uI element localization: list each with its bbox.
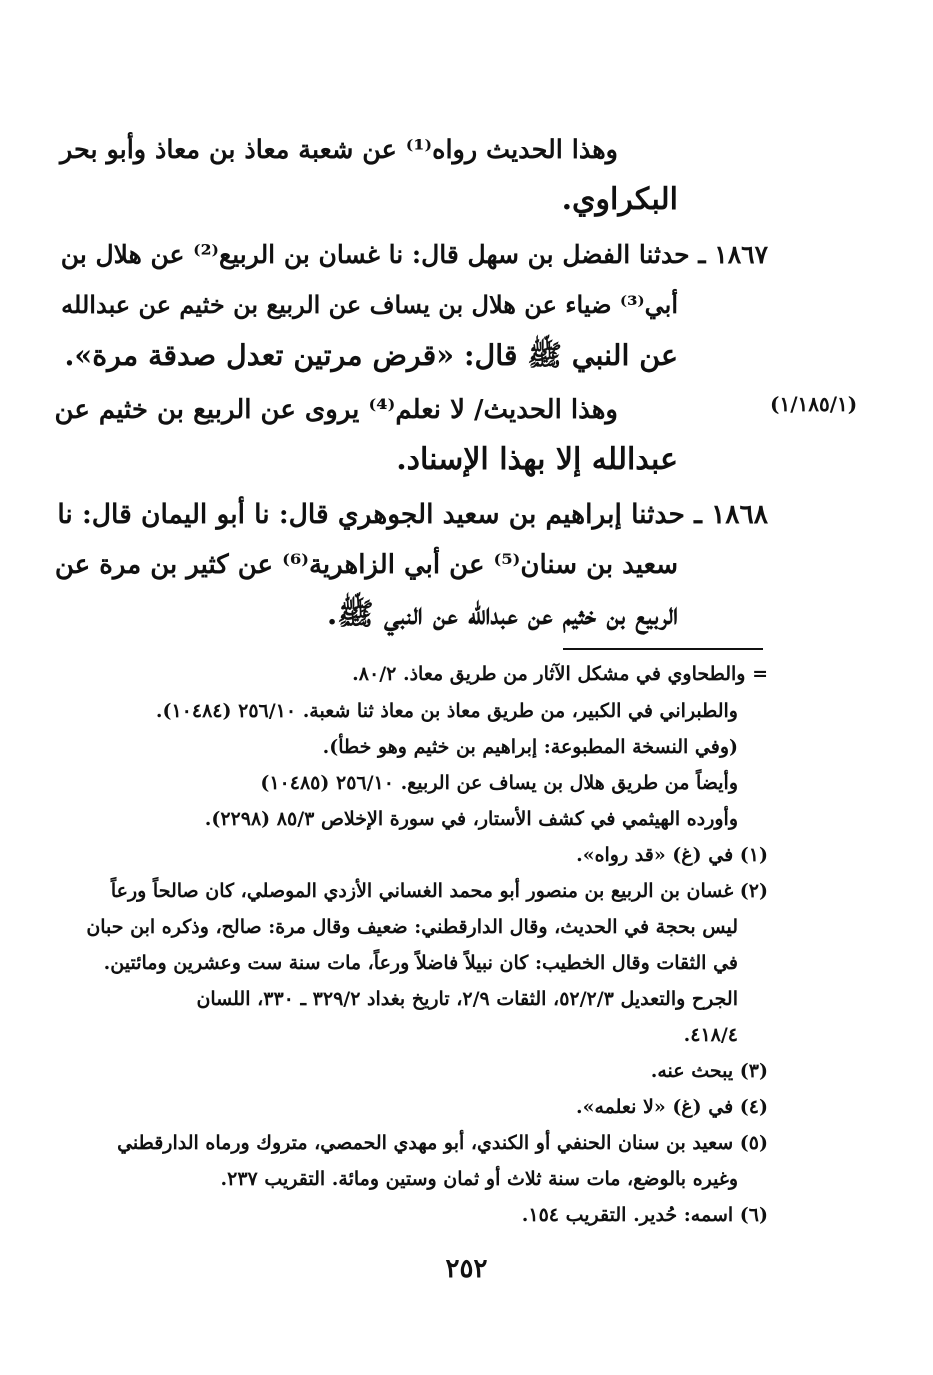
footnote-3: (٣) يبحث عنه. — [650, 1060, 768, 1082]
main-line: الربيع بن خثيم عن عبدالله عن النبي ﷺ. — [326, 597, 678, 632]
main-line: سعيد بن سنان⁽⁵⁾ عن أبي الزاهرية⁽⁶⁾ عن كثير بن مرة عن — [54, 550, 678, 580]
footnote-5: (٥) سعيد بن سنان الحنفي أو الكندي، أبو مهدي الحمصي، متروك ورماه الدارقطني — [117, 1132, 768, 1154]
footnote-line: ليس بحجة في الحديث، وقال الدارقطني: ضعيف وقال مرة: صالح، وذكره ابن حبان — [86, 916, 738, 938]
footnote-4: (٤) في (غ) «لا نعلمه». — [575, 1096, 768, 1118]
footnote-line: وأورده الهيثمي في كشف الأستار، في سورة الإخلاص ٨٥/٣ (٢٢٩٨). — [204, 808, 738, 830]
main-line: وهذا الحديث رواه⁽¹⁾ عن شعبة معاذ بن معاذ وأبو بحر — [59, 135, 618, 165]
footnote-line: في الثقات وقال الخطيب: كان نبيلاً فاضلاً ورعاً، مات سنة ست وعشرين ومائتين. — [103, 952, 738, 974]
margin-reference: (١/١٨٥/١) — [770, 392, 858, 416]
footnote-line: وأيضاً من طريق هلال بن يساف عن الربيع. ٢٥٦/١٠ (١٠٤٨٥) — [260, 772, 738, 794]
main-line: عبدالله إلا بهذا الإسناد. — [396, 442, 678, 477]
hadith-1868-start: ١٨٦٨ ـ حدثنا إبراهيم بن سعيد الجوهري قال: نا أبو اليمان قال: نا — [57, 499, 768, 530]
main-line: البكراوي. — [561, 182, 678, 217]
hadith-1867-start: ١٨٦٧ ـ حدثنا الفضل بن سهل قال: نا غسان بن الربيع⁽²⁾ عن هلال بن — [60, 240, 768, 269]
footnote-2: (٢) غسان بن الربيع بن منصور أبو محمد الغساني الأزدي الموصلي، كان صالحاً ورعاً — [110, 880, 768, 902]
page-number: ٢٥٢ — [445, 1254, 488, 1284]
footnote-6: (٦) اسمه: حُدير. التقريب ١٥٤. — [521, 1204, 768, 1226]
footnote-line: (وفي النسخة المطبوعة: إبراهيم بن خثيم وهو خطأ). — [322, 736, 738, 758]
footnote-line: والطبراني في الكبير، من طريق معاذ بن معاذ ثنا شعبة. ٢٥٦/١٠ (١٠٤٨٤). — [155, 700, 738, 722]
footnote-line: وغيره بالوضع، مات سنة ثلاث أو ثمان وستين ومائة. التقريب ٢٣٧. — [220, 1168, 738, 1190]
main-line: عن النبي ﷺ قال: «قرض مرتين تعدل صدقة مرة». — [64, 338, 678, 372]
footnote-1: (١) في (غ) «قد رواه». — [576, 844, 768, 866]
footnote-line: ٤١٨/٤. — [683, 1024, 738, 1046]
footnote-separator — [563, 648, 763, 650]
footnote-line: = والطحاوي في مشكل الآثار من طريق معاذ. ٨٠/٢. — [352, 663, 768, 685]
footnote-line: الجرح والتعديل ٥٢/٢/٣، الثقات ٢/٩، تاريخ بغداد ٣٢٩/٢ ـ ٣٣٠، اللسان — [196, 988, 738, 1010]
main-line: وهذا الحديث/ لا نعلم⁽⁴⁾ يروى عن الربيع بن خثيم عن — [54, 395, 618, 425]
main-line: أبي⁽³⁾ ضياء عن هلال بن يساف عن الربيع بن خثيم عن عبدالله — [61, 290, 678, 319]
